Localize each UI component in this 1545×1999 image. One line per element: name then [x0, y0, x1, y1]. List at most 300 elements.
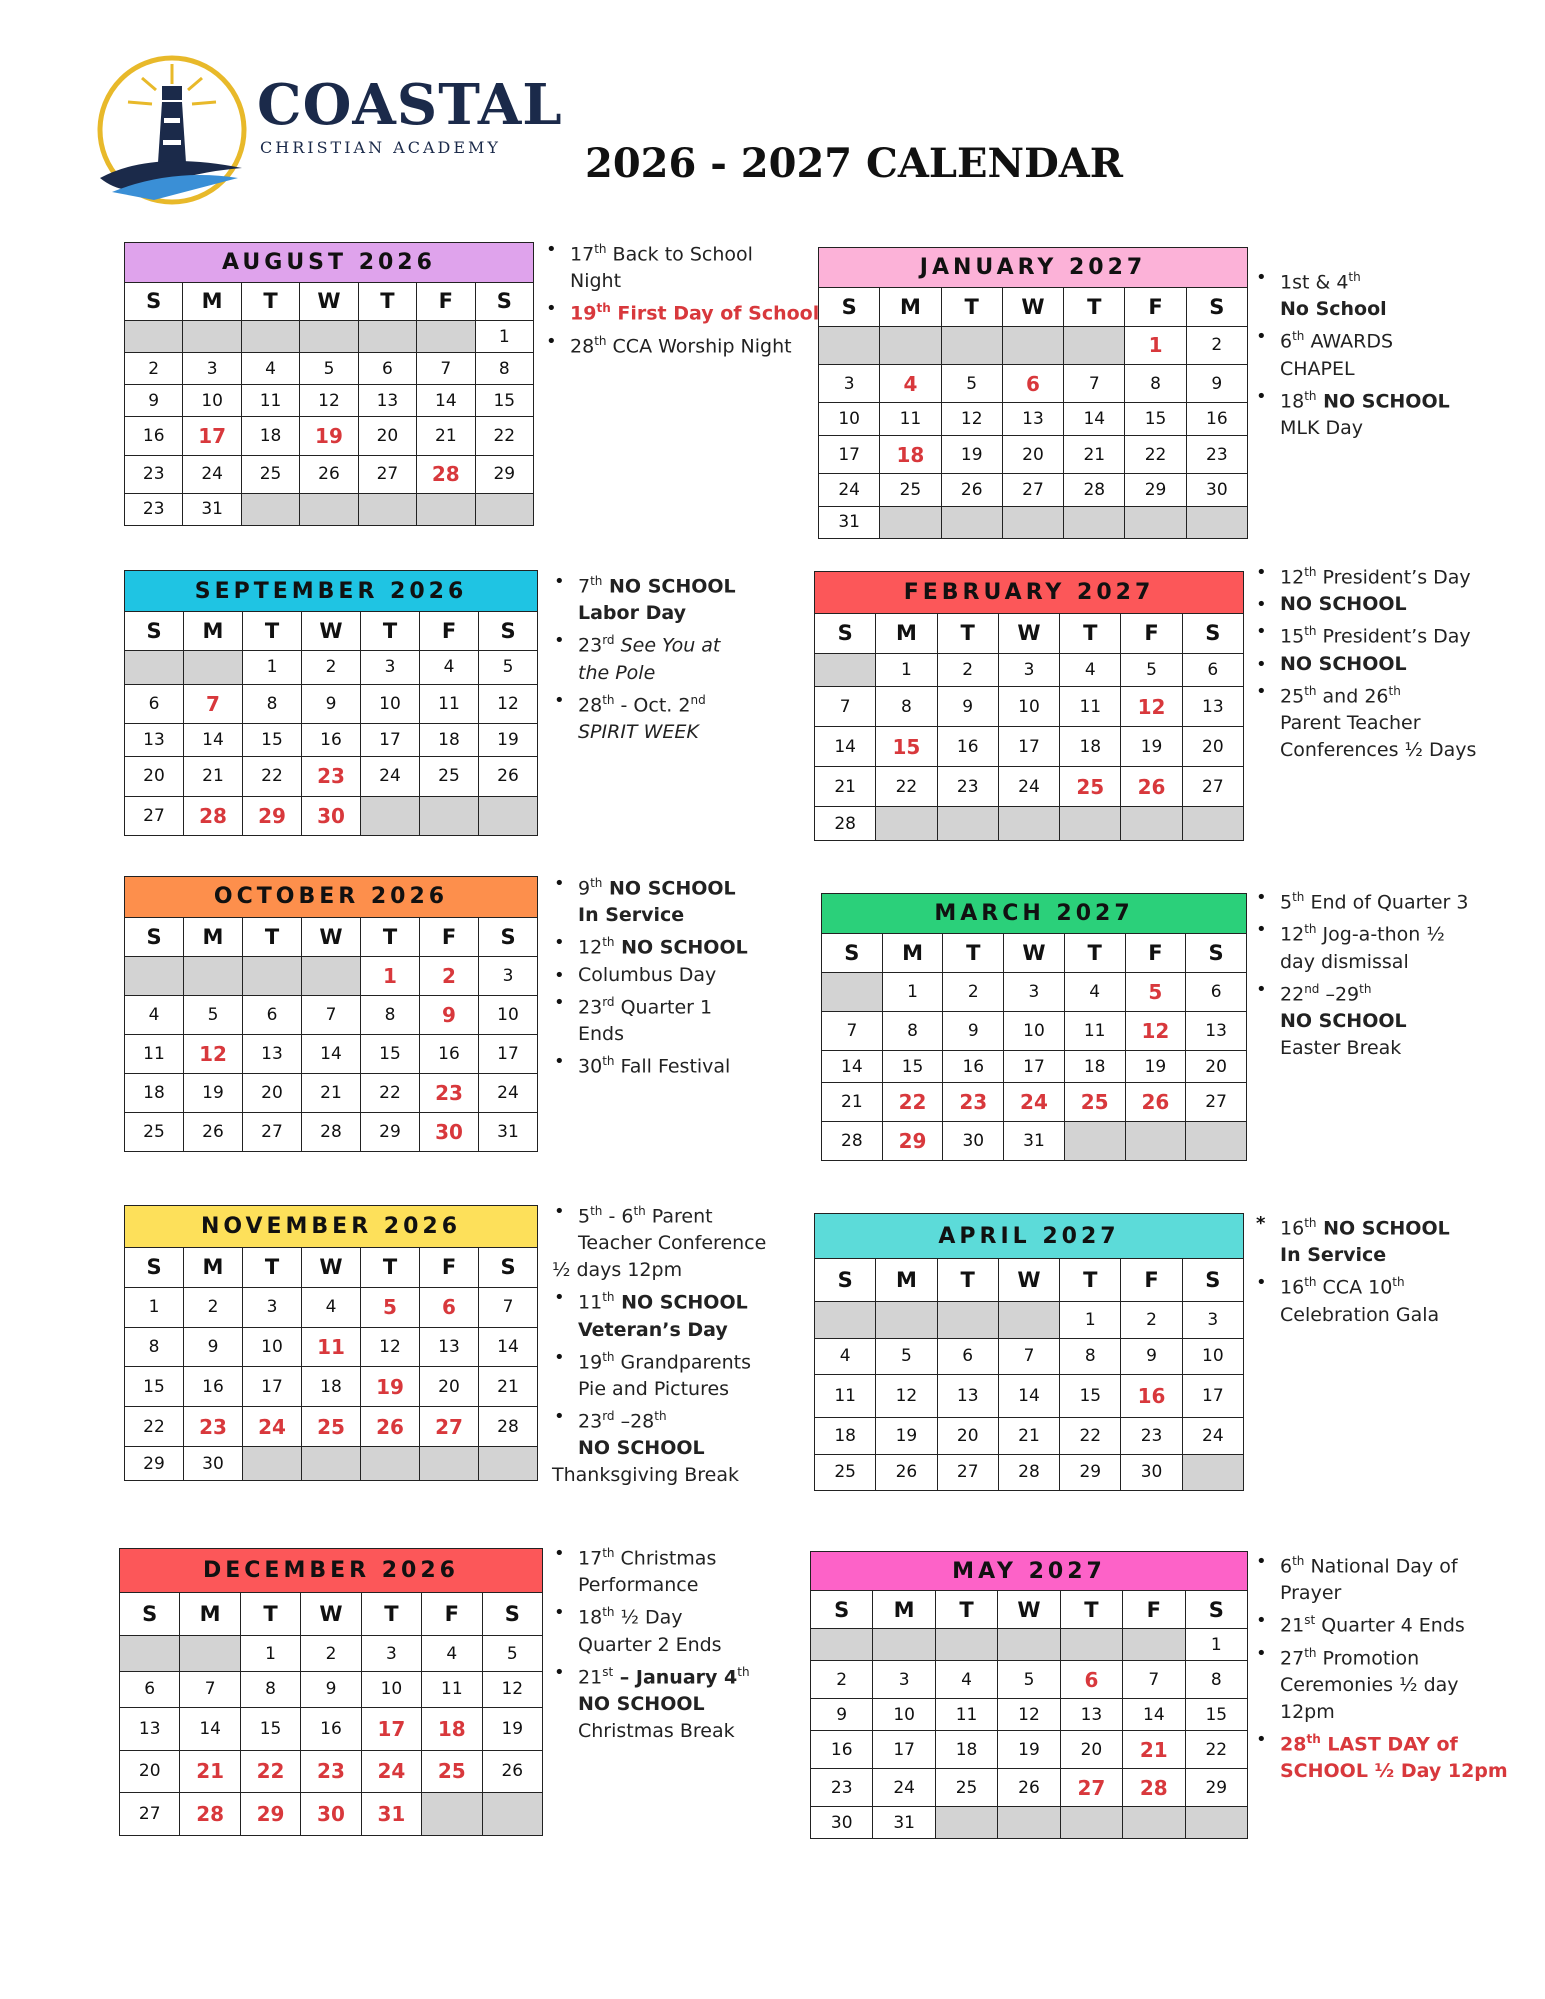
day-cell: 9: [1121, 1338, 1182, 1374]
empty-day-cell: [300, 321, 358, 353]
day-cell: 18: [125, 1073, 184, 1112]
note-text: - 6: [602, 1205, 634, 1228]
notes-december: [552, 1540, 822, 1745]
note-text: CCA 10: [1316, 1276, 1393, 1299]
day-cell: 8: [876, 687, 937, 727]
day-cell: 26: [998, 1769, 1060, 1807]
day-cell: 9: [125, 385, 183, 417]
empty-day-cell: [417, 493, 475, 525]
day-cell: 11: [880, 403, 941, 435]
notes-may: [1254, 1548, 1534, 1785]
day-cell: 4: [880, 365, 941, 403]
empty-day-cell: [880, 326, 941, 364]
day-cell: 6: [358, 353, 416, 385]
day-cell: 28: [998, 1454, 1059, 1490]
day-cell: 19: [1121, 727, 1182, 767]
empty-day-cell: [475, 493, 533, 525]
note-line: [1254, 618, 1534, 650]
weekday-header: M: [184, 612, 243, 651]
weekday-header: S: [482, 1593, 542, 1636]
notes-march: [1254, 884, 1534, 1062]
note-text: 21: [1280, 1614, 1305, 1637]
ordinal-suffix: th: [590, 574, 603, 588]
day-cell: 27: [243, 1112, 302, 1151]
weekday-header: S: [120, 1593, 180, 1636]
week-row: [822, 1122, 1247, 1161]
ordinal-suffix: th: [602, 1290, 615, 1305]
empty-day-cell: [998, 1807, 1060, 1839]
weekday-header: S: [125, 282, 183, 320]
day-cell: 9: [420, 995, 479, 1034]
day-cell: 19: [300, 417, 358, 455]
note-line: [552, 1435, 832, 1462]
note-line: [552, 1317, 832, 1344]
note-text: the Pole: [578, 661, 656, 684]
day-cell: 17: [479, 1034, 538, 1073]
ordinal-suffix: th: [602, 1605, 615, 1620]
weekday-header: M: [873, 1591, 935, 1629]
note-text: 17: [570, 243, 595, 266]
day-cell: 25: [880, 474, 941, 506]
week-row: [822, 1011, 1247, 1050]
day-cell: 10: [1004, 1011, 1065, 1050]
note-line: [552, 1718, 822, 1745]
day-cell: 19: [876, 1418, 937, 1454]
note-line: [1254, 1672, 1534, 1699]
note-text: 23: [578, 1410, 603, 1433]
day-cell: 22: [1185, 1731, 1247, 1769]
day-cell: 23: [1186, 435, 1247, 473]
month-title: APRIL 2027: [815, 1214, 1244, 1259]
day-cell: 8: [475, 353, 533, 385]
empty-day-cell: [937, 1302, 998, 1338]
day-cell: 1: [882, 973, 943, 1012]
day-cell: 20: [1060, 1731, 1122, 1769]
empty-day-cell: [941, 506, 1002, 538]
day-cell: 6: [937, 1338, 998, 1374]
day-cell: 10: [819, 403, 880, 435]
day-cell: 5: [300, 353, 358, 385]
day-cell: 19: [361, 1367, 420, 1407]
day-cell: 6: [1060, 1661, 1122, 1699]
day-cell: 27: [1002, 474, 1063, 506]
note-line: [552, 902, 822, 929]
note-text: 19: [570, 302, 597, 325]
day-cell: 28: [184, 796, 243, 835]
week-row: [815, 1338, 1244, 1374]
day-cell: 17: [361, 1707, 421, 1750]
weekday-header: S: [479, 917, 538, 956]
note-line: [552, 719, 822, 746]
note-text: 25: [1280, 684, 1305, 707]
note-text: ½ Day: [614, 1606, 683, 1629]
month-title: SEPTEMBER 2026: [125, 571, 538, 612]
note-line: [1254, 1699, 1534, 1726]
note-text: 5: [578, 1205, 591, 1228]
day-cell: 16: [302, 723, 361, 756]
ordinal-suffix: th: [594, 242, 607, 256]
month-title: NOVEMBER 2026: [125, 1206, 538, 1248]
notes-january: [1254, 264, 1494, 442]
note-line: [552, 1572, 822, 1599]
day-cell: 4: [935, 1661, 997, 1699]
note-text: Conferences ½ Days: [1280, 738, 1477, 761]
note-line: [1254, 264, 1494, 296]
day-cell: 21: [1123, 1731, 1185, 1769]
note-text: ½ days 12pm: [552, 1259, 683, 1282]
day-cell: 25: [241, 455, 299, 493]
day-cell: 6: [120, 1671, 180, 1707]
day-cell: 9: [301, 1671, 361, 1707]
day-cell: 29: [361, 1112, 420, 1151]
day-cell: 25: [302, 1407, 361, 1447]
day-cell: 14: [184, 723, 243, 756]
note-text: 11: [578, 1291, 603, 1314]
day-cell: 11: [422, 1671, 482, 1707]
empty-day-cell: [998, 807, 1059, 841]
day-cell: 29: [1060, 1454, 1121, 1490]
weekday-header: F: [1121, 1259, 1182, 1302]
weekday-header: T: [361, 1593, 421, 1636]
note-text: First Day of School: [610, 302, 820, 325]
week-row: [125, 1327, 538, 1367]
weekday-header: W: [998, 613, 1059, 653]
week-row: [815, 1374, 1244, 1417]
day-cell: 11: [1064, 1011, 1125, 1050]
weekday-header: M: [876, 613, 937, 653]
ordinal-suffix: th: [596, 301, 611, 316]
day-cell: 24: [361, 757, 420, 796]
day-cell: 30: [943, 1122, 1004, 1161]
day-cell: 27: [125, 796, 184, 835]
day-cell: 16: [420, 1034, 479, 1073]
day-cell: 20: [243, 1073, 302, 1112]
weekday-header: T: [1064, 934, 1125, 973]
empty-day-cell: [1186, 1122, 1247, 1161]
week-row: [815, 1454, 1244, 1490]
note-line: [1254, 737, 1534, 764]
day-cell: 9: [184, 1327, 243, 1367]
note-line: [552, 1599, 822, 1631]
weekday-header: S: [1185, 1591, 1247, 1629]
note-line: [1254, 976, 1534, 1008]
day-cell: 5: [876, 1338, 937, 1374]
weekday-header: F: [420, 1247, 479, 1287]
day-cell: 10: [998, 687, 1059, 727]
day-cell: 29: [475, 455, 533, 493]
note-text: –29: [1319, 982, 1360, 1005]
note-line: [552, 627, 822, 659]
day-cell: 25: [1064, 1083, 1125, 1122]
empty-day-cell: [479, 1447, 538, 1481]
note-line: [544, 236, 824, 268]
note-line: [1254, 1758, 1534, 1785]
empty-day-cell: [120, 1636, 180, 1672]
note-text: President’s Day: [1316, 566, 1471, 589]
weekday-header: S: [815, 613, 876, 653]
day-cell: 29: [243, 796, 302, 835]
note-line: [552, 687, 822, 719]
day-cell: 23: [1121, 1418, 1182, 1454]
note-line: [552, 568, 822, 600]
ordinal-suffix: th: [602, 1546, 615, 1560]
empty-day-cell: [358, 321, 416, 353]
note-text: NO SCHOOL: [578, 1692, 705, 1715]
note-line: [552, 1198, 832, 1230]
note-line: [552, 1048, 822, 1080]
day-cell: 3: [873, 1661, 935, 1699]
calendar-table: [814, 1213, 1244, 1491]
week-row: [125, 651, 538, 684]
empty-day-cell: [1064, 506, 1125, 538]
day-cell: 26: [361, 1407, 420, 1447]
empty-day-cell: [1123, 1629, 1185, 1661]
day-cell: 13: [1002, 403, 1063, 435]
weekday-header: S: [125, 1247, 184, 1287]
day-cell: 26: [479, 757, 538, 796]
note-line: [552, 1344, 832, 1376]
note-text: 15: [1280, 625, 1305, 648]
day-cell: 30: [302, 796, 361, 835]
empty-day-cell: [1182, 807, 1243, 841]
note-text: 21: [578, 1665, 603, 1688]
week-row: [815, 727, 1244, 767]
day-cell: 1: [876, 653, 937, 687]
note-text: 17: [578, 1547, 603, 1570]
note-text: 18: [578, 1606, 603, 1629]
week-row: [125, 995, 538, 1034]
empty-day-cell: [815, 653, 876, 687]
month-title: JANUARY 2027: [819, 248, 1248, 288]
calendar-december-2026: [119, 1548, 543, 1836]
empty-day-cell: [183, 321, 241, 353]
weekday-header: T: [243, 1247, 302, 1287]
day-cell: 21: [417, 417, 475, 455]
weekday-header: W: [302, 612, 361, 651]
day-cell: 22: [243, 757, 302, 796]
ordinal-suffix: th: [1292, 890, 1305, 904]
day-cell: 14: [417, 385, 475, 417]
note-text: Pie and Pictures: [578, 1377, 730, 1400]
day-cell: 4: [125, 995, 184, 1034]
note-line: [1254, 323, 1494, 355]
note-line: [552, 600, 822, 627]
empty-day-cell: [184, 956, 243, 995]
day-cell: 17: [361, 723, 420, 756]
note-text: Ceremonies ½ day: [1280, 1673, 1459, 1696]
week-row: [125, 1447, 538, 1481]
ordinal-suffix: th: [1388, 683, 1401, 698]
day-cell: 3: [361, 651, 420, 684]
empty-day-cell: [1123, 1807, 1185, 1839]
calendar-table: [810, 1551, 1248, 1839]
weekday-header: M: [876, 1259, 937, 1302]
week-row: [811, 1699, 1248, 1731]
weekday-header: W: [302, 917, 361, 956]
note-line: [552, 1540, 822, 1572]
week-row: [811, 1629, 1248, 1661]
day-cell: 21: [1064, 435, 1125, 473]
note-line: [552, 660, 822, 687]
week-row: [125, 796, 538, 835]
week-row: [120, 1671, 543, 1707]
note-text: 7: [578, 575, 591, 598]
empty-day-cell: [1125, 506, 1186, 538]
note-text: Quarter 4 Ends: [1315, 1614, 1465, 1637]
weekday-header: T: [240, 1593, 300, 1636]
note-line: [552, 962, 822, 989]
note-text: AWARDS: [1304, 330, 1394, 353]
note-text: See You at: [614, 634, 721, 657]
day-cell: 20: [937, 1418, 998, 1454]
note-line: [1254, 1269, 1534, 1301]
month-title: OCTOBER 2026: [125, 877, 538, 918]
day-cell: 16: [937, 727, 998, 767]
empty-day-cell: [876, 807, 937, 841]
ordinal-suffix: th: [1304, 683, 1317, 698]
day-cell: 8: [125, 1327, 184, 1367]
note-text: Parent Teacher: [1280, 711, 1421, 734]
day-cell: 2: [301, 1636, 361, 1672]
ordinal-suffix: th: [594, 333, 607, 348]
empty-day-cell: [243, 956, 302, 995]
week-row: [811, 1731, 1248, 1769]
day-cell: 3: [361, 1636, 421, 1672]
day-cell: 13: [120, 1707, 180, 1750]
ordinal-suffix: th: [1348, 270, 1361, 284]
day-cell: 15: [1125, 403, 1186, 435]
day-cell: 23: [125, 493, 183, 525]
day-cell: 12: [941, 403, 1002, 435]
day-cell: 11: [302, 1327, 361, 1367]
day-cell: 18: [241, 417, 299, 455]
day-cell: 13: [1060, 1699, 1122, 1731]
week-row: [819, 365, 1248, 403]
calendar-table: [821, 893, 1247, 1161]
day-cell: 30: [1186, 474, 1247, 506]
day-cell: 24: [479, 1073, 538, 1112]
note-text: Night: [570, 270, 622, 293]
day-cell: 12: [184, 1034, 243, 1073]
empty-day-cell: [998, 1629, 1060, 1661]
week-row: [125, 321, 534, 353]
week-row: [125, 455, 534, 493]
empty-day-cell: [1185, 1807, 1247, 1839]
day-cell: 6: [1002, 365, 1063, 403]
day-cell: 8: [1125, 365, 1186, 403]
day-cell: 5: [361, 1287, 420, 1327]
note-line: [552, 929, 822, 961]
day-cell: 23: [125, 455, 183, 493]
note-line: [552, 1632, 822, 1659]
note-text: 16: [1280, 1276, 1305, 1299]
ordinal-suffix: th: [1304, 1275, 1317, 1290]
day-cell: 24: [243, 1407, 302, 1447]
day-cell: 18: [422, 1707, 482, 1750]
day-cell: 24: [1004, 1083, 1065, 1122]
ordinal-suffix: th: [602, 692, 615, 707]
week-row: [120, 1750, 543, 1793]
day-cell: 15: [240, 1707, 300, 1750]
weekday-header: T: [361, 1247, 420, 1287]
day-cell: 29: [882, 1122, 943, 1161]
day-cell: 16: [301, 1707, 361, 1750]
day-cell: 5: [941, 365, 1002, 403]
day-cell: 28: [815, 807, 876, 841]
day-cell: 19: [184, 1073, 243, 1112]
ordinal-suffix: th: [1392, 1275, 1405, 1290]
weekday-header: M: [882, 934, 943, 973]
day-cell: 8: [1185, 1661, 1247, 1699]
day-cell: 14: [1064, 403, 1125, 435]
day-cell: 30: [1121, 1454, 1182, 1490]
day-cell: 7: [302, 995, 361, 1034]
day-cell: 17: [1182, 1374, 1243, 1417]
week-row: [125, 417, 534, 455]
note-line: [552, 1403, 832, 1435]
day-cell: 26: [482, 1750, 542, 1793]
week-row: [822, 1050, 1247, 1083]
day-cell: 11: [1060, 687, 1121, 727]
weekday-header: T: [361, 917, 420, 956]
day-cell: 28: [417, 455, 475, 493]
note-text: 5: [1280, 891, 1293, 914]
day-cell: 5: [184, 995, 243, 1034]
note-text: CHAPEL: [1280, 357, 1355, 380]
empty-day-cell: [358, 493, 416, 525]
day-cell: 23: [301, 1750, 361, 1793]
day-cell: 9: [1186, 365, 1247, 403]
day-cell: 1: [240, 1636, 300, 1672]
week-row: [125, 684, 538, 723]
day-cell: 19: [998, 1731, 1060, 1769]
note-text: 16: [1280, 1217, 1305, 1240]
day-cell: 7: [1123, 1661, 1185, 1699]
day-cell: 12: [1121, 687, 1182, 727]
day-cell: 16: [943, 1050, 1004, 1083]
day-cell: 25: [815, 1454, 876, 1490]
note-line: [1254, 1210, 1534, 1242]
week-row: [815, 653, 1244, 687]
ordinal-suffix: th: [1304, 1216, 1317, 1230]
day-cell: 25: [420, 757, 479, 796]
note-line: [1254, 1607, 1534, 1639]
weekday-header: T: [935, 1591, 997, 1629]
empty-day-cell: [125, 321, 183, 353]
notes-february: [1254, 559, 1534, 764]
day-cell: 7: [815, 687, 876, 727]
day-cell: 27: [937, 1454, 998, 1490]
day-cell: 5: [1121, 653, 1182, 687]
note-line: [1254, 710, 1534, 737]
day-cell: 18: [1060, 727, 1121, 767]
ordinal-suffix: th: [1306, 1731, 1321, 1746]
month-title: MARCH 2027: [822, 894, 1247, 934]
day-cell: 31: [873, 1807, 935, 1839]
week-row: [125, 353, 534, 385]
weekday-header: W: [998, 1591, 1060, 1629]
day-cell: 16: [125, 417, 183, 455]
note-text: 6: [1280, 330, 1293, 353]
day-cell: 14: [302, 1034, 361, 1073]
empty-day-cell: [1060, 807, 1121, 841]
day-cell: 21: [822, 1083, 883, 1122]
weekday-header: T: [243, 612, 302, 651]
note-text: Grandparents: [614, 1350, 751, 1373]
note-text: LAST DAY of: [1320, 1733, 1458, 1756]
weekday-header: T: [1060, 613, 1121, 653]
note-text: In Service: [578, 904, 685, 927]
